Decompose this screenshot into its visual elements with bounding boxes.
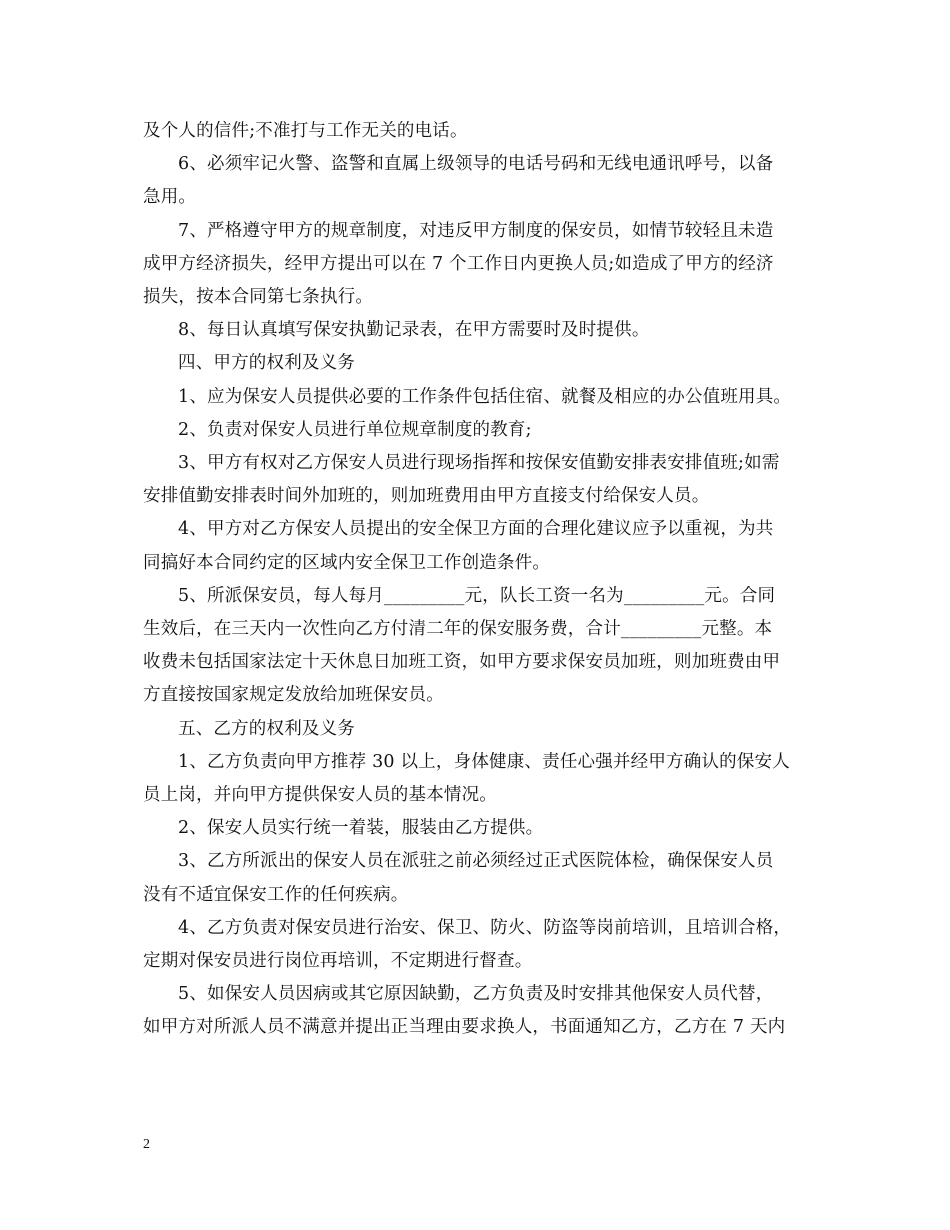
text-line: 5、所派保安员，每人每月_________元，队长工资一名为_________元。合同 <box>178 585 776 606</box>
text-line: 没有不适宜保安工作的任何疾病。 <box>143 884 409 905</box>
section-heading: 五、乙方的权利及义务 <box>178 718 355 739</box>
contract-text <box>143 115 811 1045</box>
text-line: 方直接按国家规定发放给加班保安员。 <box>143 685 444 706</box>
text-line: 收费未包括国家法定十天休息日加班工资，如甲方要求保安员加班，则加班费由甲 <box>143 652 781 673</box>
text-line: 1、乙方负责向甲方推荐 30 以上，身体健康、责任心强并经甲方确认的保安人 <box>178 751 790 772</box>
document-body <box>143 115 811 1045</box>
text-line: 4、甲方对乙方保安人员提出的安全保卫方面的合理化建议应予以重视，为共 <box>178 519 774 540</box>
text-line: 定期对保安员进行岗位再培训，不定期进行督查。 <box>143 951 533 972</box>
text-line: 6、必须牢记火警、盗警和直属上级领导的电话号码和无线电通讯呼号，以备 <box>178 154 774 175</box>
text-line: 同搞好本合同约定的区域内安全保卫工作创造条件。 <box>143 552 551 573</box>
text-line: 如甲方对所派人员不满意并提出正当理由要求换人，书面通知乙方，乙方在 7 天内 <box>143 1017 786 1038</box>
text-line: 成甲方经济损失，经甲方提出可以在 7 个工作日内更换人员;如造成了甲方的经济 <box>143 253 774 274</box>
text-line: 1、应为保安人员提供必要的工作条件包括住宿、就餐及相应的办公值班用具。 <box>178 386 792 407</box>
text-line: 生效后，在三天内一次性向乙方付清二年的保安服务费，合计_________元整。本 <box>143 619 773 640</box>
text-line: 安排值勤安排表时间外加班的，则加班费用由甲方直接支付给保安人员。 <box>143 486 710 507</box>
text-line: 及个人的信件;不准打与工作无关的电话。 <box>143 121 468 141</box>
section-heading: 四、甲方的权利及义务 <box>178 353 355 374</box>
text-line: 急用。 <box>143 187 197 208</box>
page-number: 2 <box>143 1137 150 1152</box>
text-line: 员上岗，并向甲方提供保安人员的基本情况。 <box>143 785 497 806</box>
text-line: 8、每日认真填写保安执勤记录表，在甲方需要时及时提供。 <box>178 320 650 341</box>
text-line: 损失，按本合同第七条执行。 <box>143 287 374 308</box>
text-line: 5、如保安人员因病或其它原因缺勤，乙方负责及时安排其他保安人员代替， <box>178 984 774 1005</box>
text-line: 2、负责对保安人员进行单位规章制度的教育; <box>178 419 532 440</box>
text-line: 4、乙方负责对保安员进行治安、保卫、防火、防盗等岗前培训，且培训合格， <box>178 917 792 938</box>
text-line: 2、保安人员实行统一着装，服装由乙方提供。 <box>178 818 544 839</box>
text-line: 7、严格遵守甲方的规章制度，对违反甲方制度的保安员，如情节较轻且未造 <box>178 220 774 241</box>
text-line: 3、甲方有权对乙方保安人员进行现场指挥和按保安值勤安排表安排值班;如需 <box>178 453 780 474</box>
text-line: 3、乙方所派出的保安人员在派驻之前必须经过正式医院体检，确保保安人员 <box>178 851 774 872</box>
